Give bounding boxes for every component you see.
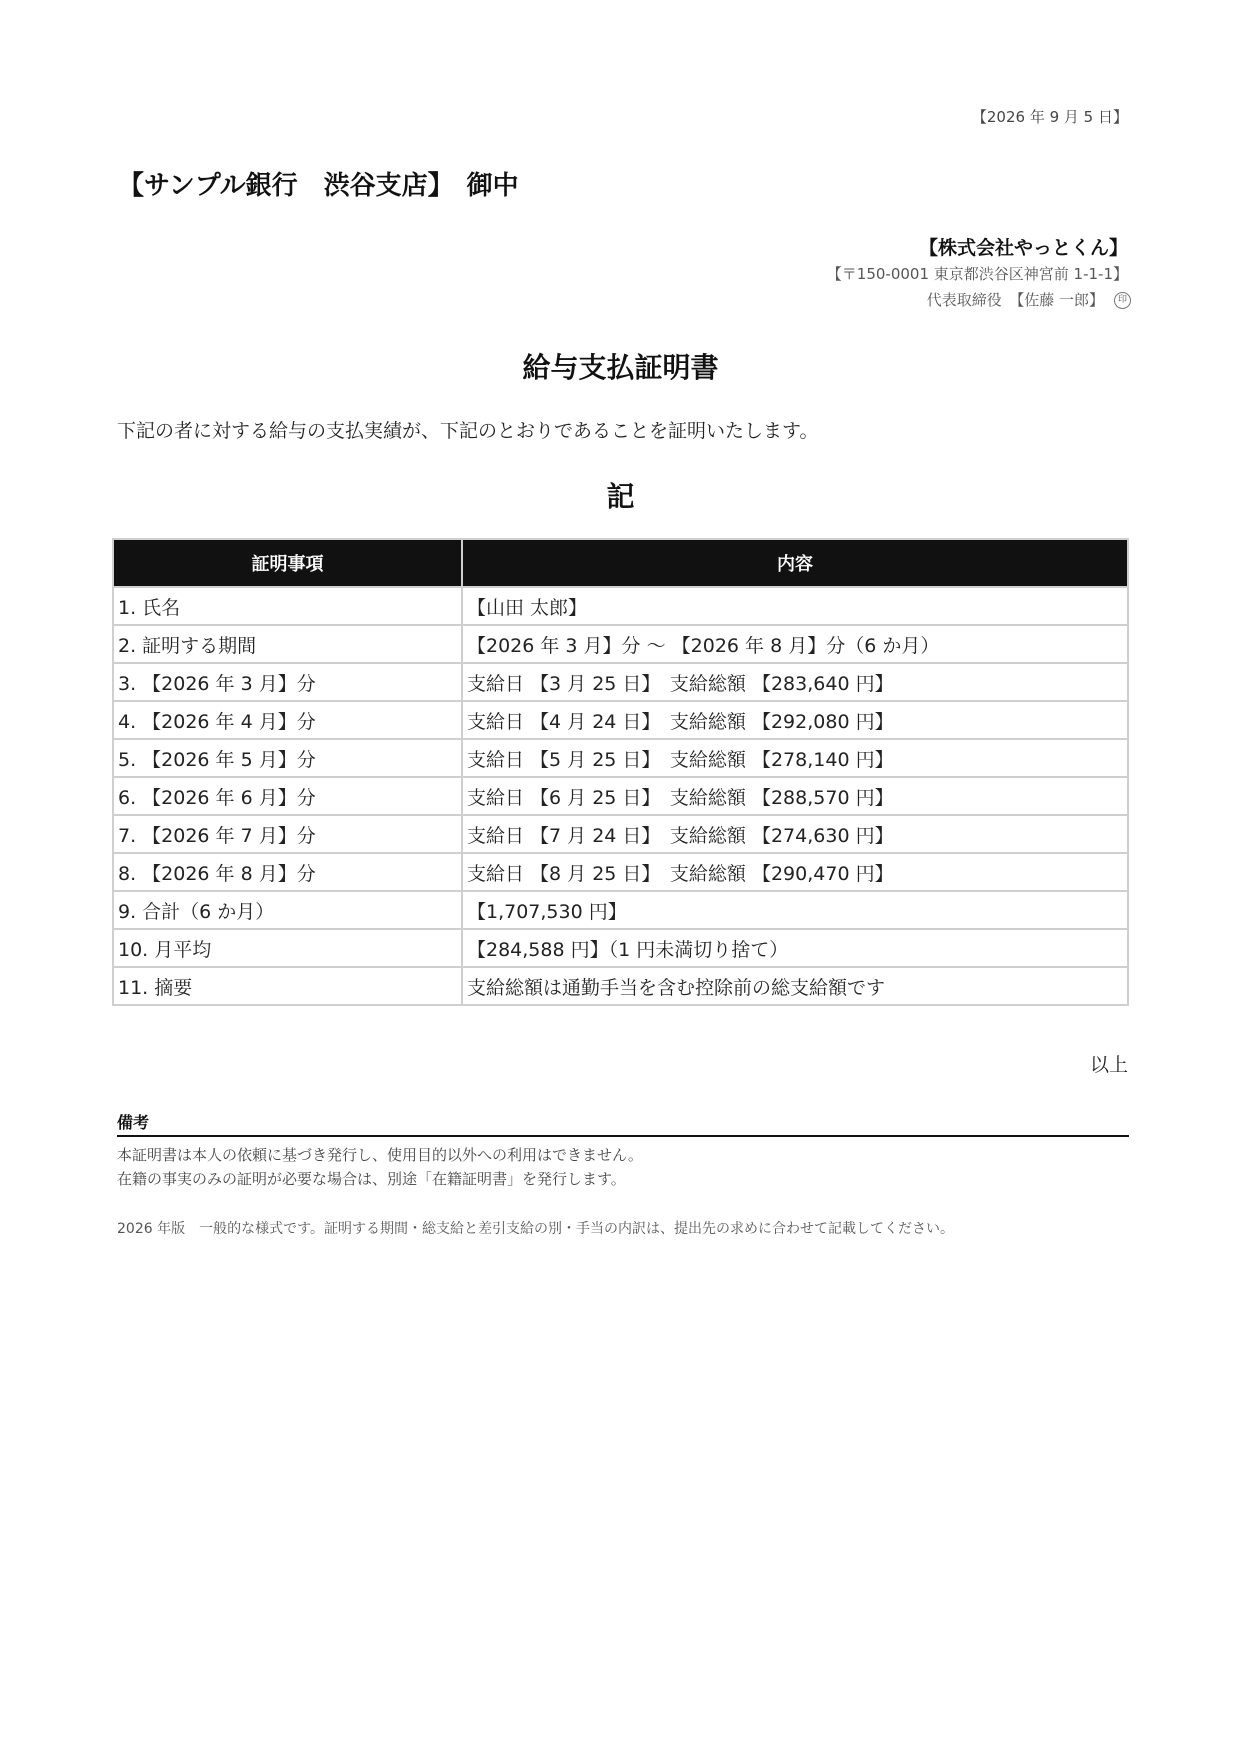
row-label: 4. 【2026 年 4 月】分 xyxy=(113,701,462,739)
table-row xyxy=(113,967,1128,1005)
row-label: 6. 【2026 年 6 月】分 xyxy=(113,777,462,815)
row-label: 11. 摘要 xyxy=(113,967,462,1005)
representative-line xyxy=(927,289,1131,310)
table-row xyxy=(113,625,1128,663)
table-row xyxy=(113,739,1128,777)
remark-line: 本証明書は本人の依頼に基づき発行し、使用目的以外への利用はできません。 xyxy=(117,1146,643,1164)
remarks-title: 備考 xyxy=(117,1113,150,1132)
certificate-table xyxy=(112,538,1129,1006)
document-title: 給与支払証明書 xyxy=(522,351,719,384)
remark-line: 在籍の事実のみの証明が必要な場合は、別途「在籍証明書」を発行します。 xyxy=(117,1170,626,1188)
row-value: 【284,588 円】（1 円未満切り捨て） xyxy=(462,929,1128,967)
issue-date: 【2026 年 9 月 5 日】 xyxy=(971,108,1128,126)
row-value: 支給日 【8 月 25 日】 支給総額 【290,470 円】 xyxy=(462,853,1128,891)
company-name: 【株式会社やっとくん】 xyxy=(918,237,1128,259)
closing-ijou: 以上 xyxy=(1089,1054,1128,1076)
table-row xyxy=(113,701,1128,739)
row-value: 【1,707,530 円】 xyxy=(462,891,1128,929)
intro-text: 下記の者に対する給与の支払実績が、下記のとおりであることを証明いたします。 xyxy=(117,420,819,442)
seal-mark: 印 xyxy=(1114,292,1131,309)
table-row xyxy=(113,891,1128,929)
row-value: 支給日 【3 月 25 日】 支給総額 【283,640 円】 xyxy=(462,663,1128,701)
company-address: 【〒150-0001 東京都渋谷区神宮前 1-1-1】 xyxy=(826,265,1128,283)
column-header-item: 証明事項 xyxy=(113,539,462,587)
row-label: 3. 【2026 年 3 月】分 xyxy=(113,663,462,701)
row-label: 5. 【2026 年 5 月】分 xyxy=(113,739,462,777)
table-row xyxy=(113,663,1128,701)
row-value: 【山田 太郎】 xyxy=(462,587,1128,625)
row-label: 9. 合計（6 か月） xyxy=(113,891,462,929)
representative-name: 代表取締役 【佐藤 一郎】 xyxy=(926,291,1104,309)
row-label: 1. 氏名 xyxy=(113,587,462,625)
row-value: 支給日 【5 月 25 日】 支給総額 【278,140 円】 xyxy=(462,739,1128,777)
row-label: 10. 月平均 xyxy=(113,929,462,967)
remarks-divider xyxy=(117,1135,1129,1137)
row-label: 7. 【2026 年 7 月】分 xyxy=(113,815,462,853)
row-value: 【2026 年 3 月】分 〜 【2026 年 8 月】分（6 か月） xyxy=(462,625,1128,663)
row-label: 2. 証明する期間 xyxy=(113,625,462,663)
row-label: 8. 【2026 年 8 月】分 xyxy=(113,853,462,891)
recipient-name: 【サンプル銀行 渋谷支店】 御中 xyxy=(118,171,519,201)
row-value: 支給総額は通勤手当を含む控除前の総支給額です xyxy=(462,967,1128,1005)
row-value: 支給日 【7 月 24 日】 支給総額 【274,630 円】 xyxy=(462,815,1128,853)
footnote: 2026 年版 一般的な様式です。証明する期間・総支給と差引支給の別・手当の内訳は、提出先の求めに合わせて記載してください。 xyxy=(117,1221,954,1237)
table-row xyxy=(113,853,1128,891)
table-row xyxy=(113,587,1128,625)
table-row xyxy=(113,929,1128,967)
table-row xyxy=(113,815,1128,853)
table-header-row xyxy=(113,539,1128,587)
row-value: 支給日 【4 月 24 日】 支給総額 【292,080 円】 xyxy=(462,701,1128,739)
ki-heading: 記 xyxy=(606,480,635,513)
table-row xyxy=(113,777,1128,815)
column-header-content: 内容 xyxy=(462,539,1128,587)
row-value: 支給日 【6 月 25 日】 支給総額 【288,570 円】 xyxy=(462,777,1128,815)
